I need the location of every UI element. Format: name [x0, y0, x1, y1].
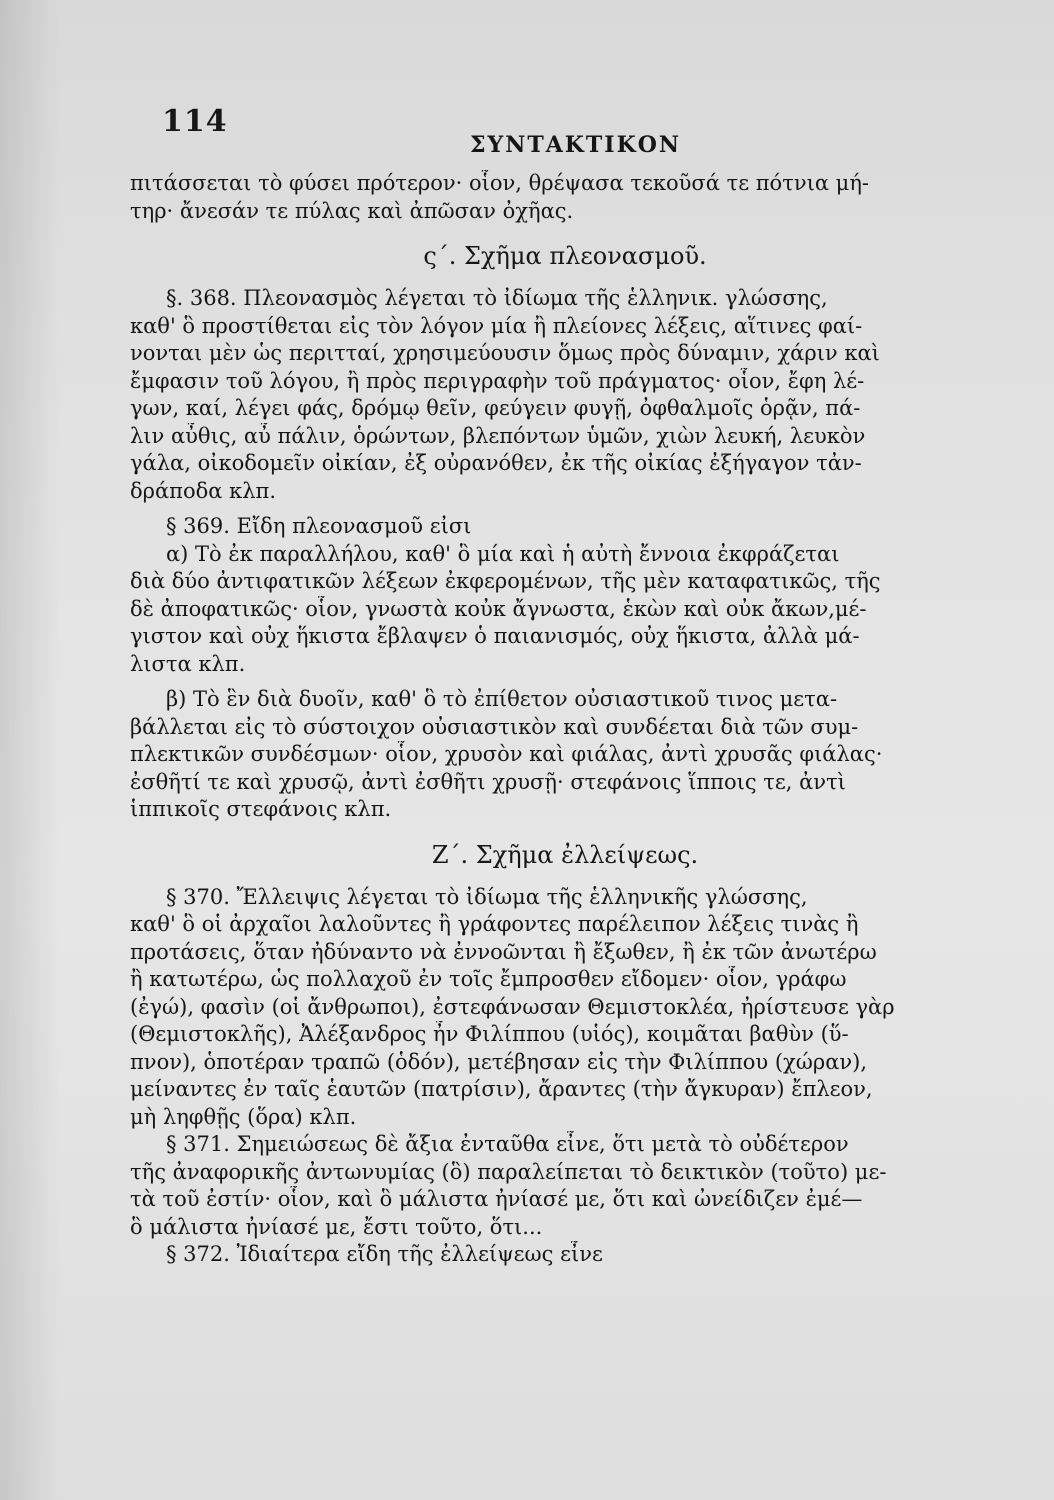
text-line: λιν αὖθις, αὖ πάλιν, ὁρώντων, βλεπόντων ὑμῶν, χιὼν λευκή, λευκὸν	[130, 423, 866, 448]
text-line: προτάσεις, ὅταν ἠδύναντο νὰ ἐννοῶνται ἢ ἔξωθεν, ἢ ἐκ τῶν ἀνωτέρω	[130, 939, 877, 964]
text-line: βάλλεται εἰς τὸ σύστοιχον οὐσιαστικὸν καὶ συνδέεται διὰ τῶν συμ-	[130, 714, 859, 739]
text-line: τὰ τοῦ ἐστίν· οἷον, καὶ ὃ μάλιστα ἠνίασέ με, ὅτι καὶ ὠνείδιζεν ἐμέ—	[130, 1187, 863, 1211]
text-line: §. 368. Πλεονασμὸς λέγεται τὸ ἰδίωμα τῆς ἑλληνικ. γλώσσης,	[166, 286, 828, 310]
text-line: δράποδα κλπ.	[130, 478, 277, 503]
text-line: δὲ ἀποφατικῶς· οἷον, γνωστὰ κοὐκ ἄγνωστα, ἑκὼν καὶ οὐκ ἄκων,μέ-	[130, 596, 867, 621]
section-heading-elleipsis: Ζ΄. Σχῆμα ἐλλείψεως.	[431, 840, 699, 869]
text-line: νονται μὲν ὡς περιτταί, χρησιμεύουσιν ὅμως πρὸς δύναμιν, χάριν καὶ	[130, 341, 880, 365]
page-number: 114	[162, 104, 228, 139]
text-line: § 369. Εἴδη πλεονασμοῦ εἰσι	[166, 514, 472, 538]
text-line: § 370. Ἔλλειψις λέγεται τὸ ἰδίωμα τῆς ἑλληνικῆς γλώσσης,	[166, 884, 808, 909]
paragraph-372	[130, 1241, 960, 1269]
text-line: τῆς ἀναφορικῆς ἀντωνυμίας (ὃ) παραλείπεται τὸ δεικτικὸν (τοῦτο) με-	[130, 1159, 887, 1184]
section-heading-pleonasmos: ς΄. Σχῆμα πλεονασμοῦ.	[423, 242, 707, 270]
text-line: (Θεμιστοκλῆς), Ἀλέξανδρος ἦν Φιλίππου (υἱός), κοιμᾶται βαθὺν (ὕ-	[130, 1022, 849, 1046]
text-line: ἐσθῆτί τε καὶ χρυσῷ, ἀντὶ ἐσθῆτι χρυσῇ· στεφάνοις ἵπποις τε, ἀντὶ	[130, 769, 846, 794]
continuation-paragraph	[130, 170, 960, 225]
text-line: γιστον καὶ οὐχ ἥκιστα ἔβλαψεν ὁ παιανισμός, οὐχ ἥκιστα, ἀλλὰ μά-	[130, 624, 860, 648]
text-line: μὴ ληφθῇς (ὅρα) κλπ.	[130, 1104, 357, 1129]
text-line: § 371. Σημειώσεως δὲ ἄξια ἐνταῦθα εἶνε, ὅτι μετὰ τὸ οὐδέτερον	[166, 1132, 849, 1156]
paragraph-370	[130, 884, 960, 1132]
text-line: καθ' ὃ προστίθεται εἰς τὸν λόγον μία ἢ πλείονες λέξεις, αἵτινες φαί-	[130, 313, 863, 338]
body-text	[130, 170, 960, 1269]
text-line: γάλα, οἰκοδομεῖν οἰκίαν, ἐξ οὐρανόθεν, ἐκ τῆς οἰκίας ἐξήγαγον τἀν-	[130, 451, 862, 475]
text-line: διὰ δύο ἀντιφατικῶν λέξεων ἐκφερομένων, τῆς μὲν καταφατικῶς, τῆς	[130, 569, 881, 593]
text-line: πιτάσσεται τὸ φύσει πρότερον· οἷον, θρέψασα τεκοῦσά τε πότνια μή-	[130, 171, 869, 195]
text-line: λιστα κλπ.	[130, 651, 246, 676]
text-line: μείναντες ἐν ταῖς ἑαυτῶν (πατρίσιν), ἄραντες (τὴν ἄγκυραν) ἔπλεον,	[130, 1077, 873, 1101]
paragraph-369	[130, 513, 960, 824]
text-line: α) Τὸ ἐκ παραλλήλου, καθ' ὃ μία καὶ ἡ αὐτὴ ἔννοια ἐκφράζεται	[166, 541, 840, 566]
text-line: § 372. Ἰδιαίτερα εἴδη τῆς ἐλλείψεως εἶνε	[166, 1242, 603, 1266]
paragraph-371	[130, 1131, 960, 1241]
text-line: καθ' ὃ οἱ ἀρχαῖοι λαλοῦντες ἢ γράφοντες παρέλειπον λέξεις τινὰς ἢ	[130, 912, 859, 936]
text-line: τηρ· ἄνεσάν τε πύλας καὶ ἀπῶσαν ὀχῆας.	[130, 198, 574, 223]
paragraph-368	[130, 285, 960, 505]
text-line: ἔμφασιν τοῦ λόγου, ἢ πρὸς περιγραφὴν τοῦ πράγματος· οἷον, ἔφη λέ-	[130, 368, 865, 393]
text-line: ἢ κατωτέρω, ὡς πολλαχοῦ ἐν τοῖς ἔμπροσθεν εἴδομεν· οἷον, γράφω	[130, 967, 847, 991]
text-line: ἱππικοῖς στεφάνοις κλπ.	[130, 797, 392, 821]
text-line: (ἐγώ), φασὶν (οἱ ἄνθρωποι), ἐστεφάνωσαν Θεμιστοκλέα, ἠρίστευσε γὰρ	[130, 994, 895, 1019]
text-line: γων, καί, λέγει φάς, δρόμῳ θεῖν, φεύγειν φυγῇ, ὀφθαλμοῖς ὁρᾷν, πά-	[130, 396, 861, 420]
text-line: ὃ μάλιστα ἠνίασέ με, ἔστι τοῦτο, ὅτι...	[130, 1214, 543, 1239]
text-line: πνον), ὁποτέραν τραπῶ (ὁδόν), μετέβησαν εἰς τὴν Φιλίππου (χώραν),	[130, 1049, 868, 1074]
text-line: β) Τὸ ἓν διὰ δυοῖν, καθ' ὃ τὸ ἐπίθετον οὐσιαστικοῦ τινος μετα-	[166, 687, 838, 711]
text-line: πλεκτικῶν συνδέσμων· οἷον, χρυσὸν καὶ φιάλας, ἀντὶ χρυσᾶς φιάλας·	[130, 742, 883, 766]
running-head: ΣΥΝΤΑΚΤΙΚΟΝ	[470, 132, 681, 158]
